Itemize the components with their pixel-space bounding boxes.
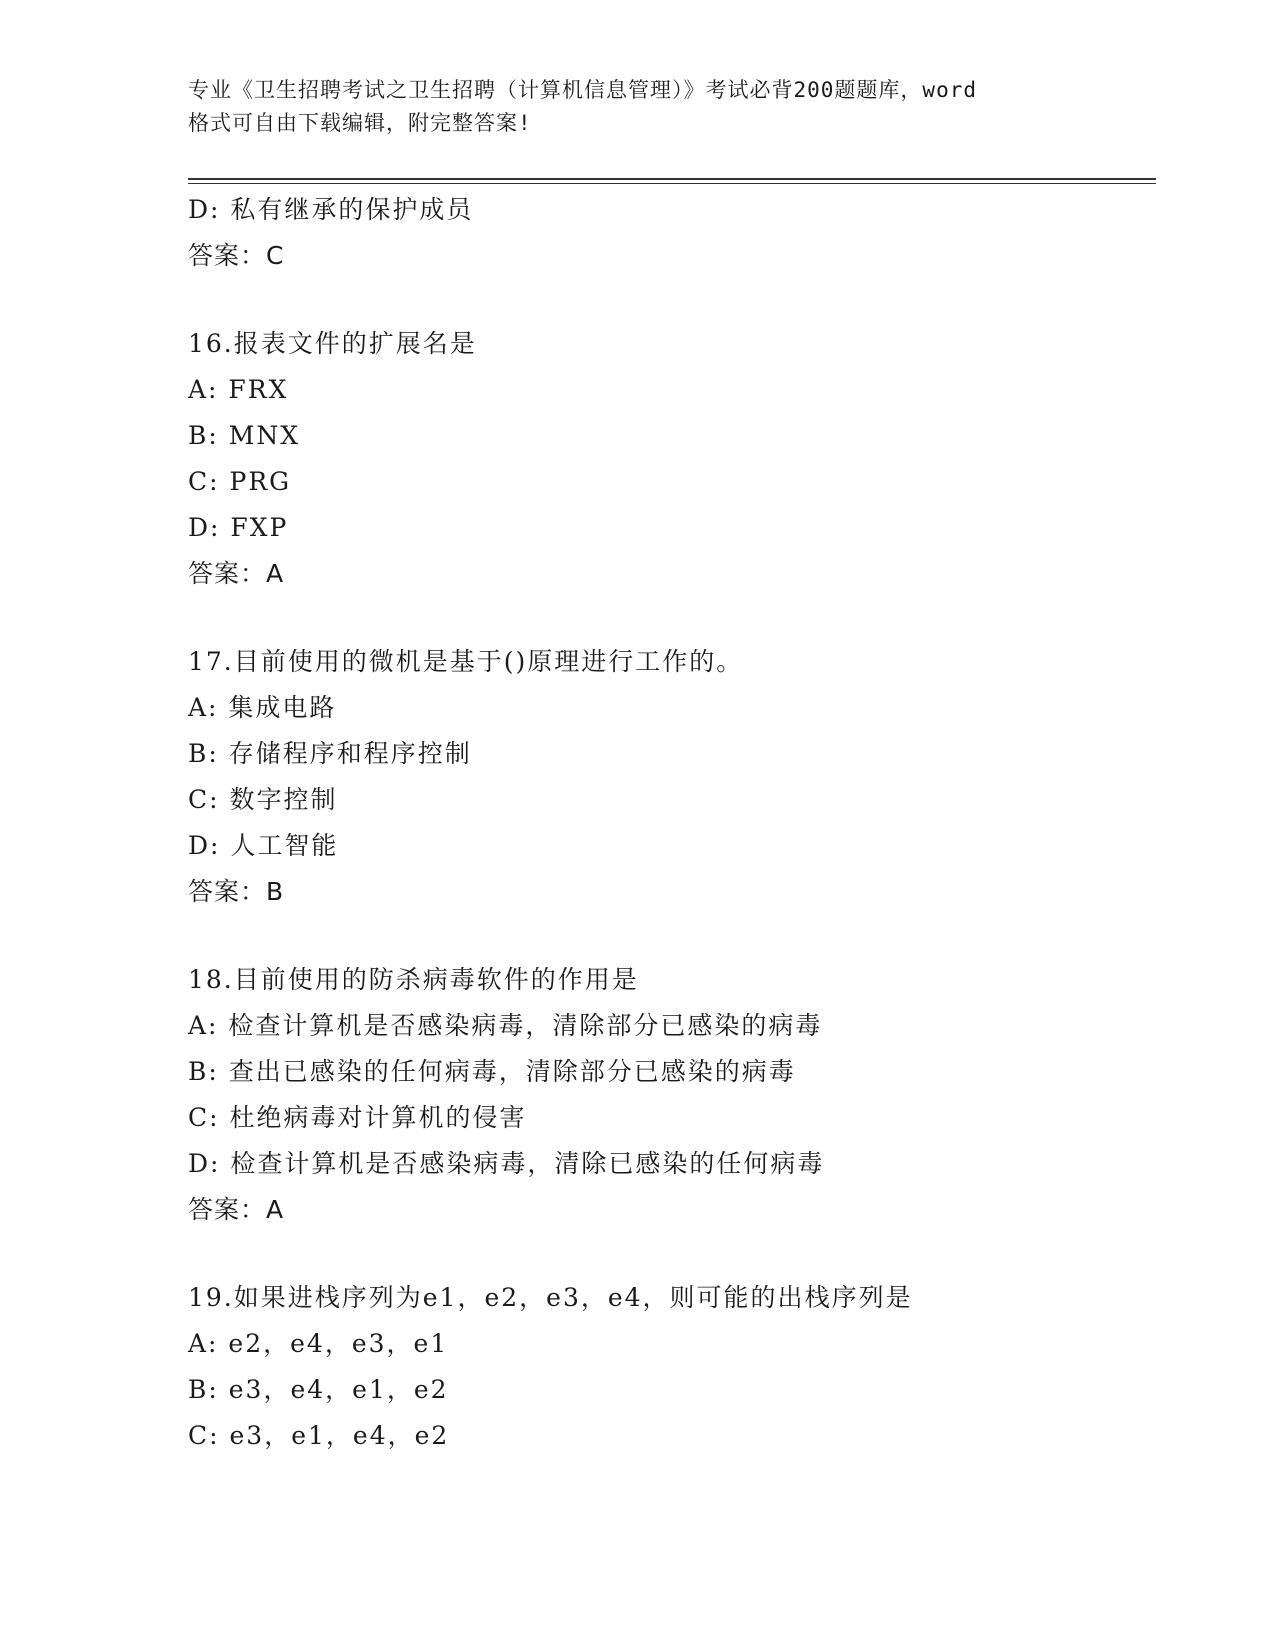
question-block-15	[188, 187, 1156, 279]
option-b: B: e3，e4，e1，e2	[188, 1375, 449, 1404]
question-title: 16.报表文件的扩展名是	[188, 329, 477, 358]
header-divider-thick	[188, 178, 1156, 180]
option-b: B: MNX	[188, 421, 301, 450]
answer-line: 答案：A	[188, 559, 285, 588]
question-list	[188, 187, 1156, 1459]
option-b: B: 存储程序和程序控制	[188, 739, 472, 768]
question-block-17	[188, 639, 1156, 915]
option-d: D: 检查计算机是否感染病毒，清除已感染的任何病毒	[188, 1149, 825, 1178]
option-a: A: FRX	[188, 375, 289, 404]
answer-line: 答案：A	[188, 1195, 285, 1224]
option-a: A: 集成电路	[188, 693, 337, 722]
option-d: D: 人工智能	[188, 831, 339, 860]
option-c: C: e3，e1，e4，e2	[188, 1421, 450, 1450]
document-header	[188, 74, 1088, 140]
question-block-16	[188, 321, 1156, 597]
answer-line: 答案：C	[188, 241, 285, 270]
question-block-18	[188, 957, 1156, 1233]
question-block-19	[188, 1275, 1156, 1459]
option-c: C: PRG	[188, 467, 292, 496]
option-d: D: FXP	[188, 513, 289, 542]
question-title: 18.目前使用的防杀病毒软件的作用是	[188, 965, 639, 994]
question-title: 17.目前使用的微机是基于()原理进行工作的。	[188, 647, 744, 676]
option-c: C: 数字控制	[188, 785, 338, 814]
option-b: B: 查出已感染的任何病毒，清除部分已感染的病毒	[188, 1057, 796, 1086]
option-c: C: 杜绝病毒对计算机的侵害	[188, 1103, 527, 1132]
header-line-2: 格式可自由下载编辑，附完整答案!	[188, 111, 532, 135]
answer-line: 答案：B	[188, 877, 285, 906]
option-a: A: e2，e4，e3，e1	[188, 1329, 449, 1358]
header-line-1: 专业《卫生招聘考试之卫生招聘（计算机信息管理）》考试必背200题题库，word	[188, 78, 977, 102]
option-a: A: 检查计算机是否感染病毒，清除部分已感染的病毒	[188, 1011, 823, 1040]
option-d: D: 私有继承的保护成员	[188, 195, 474, 224]
question-title: 19.如果进栈序列为e1，e2，e3，e4，则可能的出栈序列是	[188, 1283, 913, 1312]
header-divider-thin	[188, 183, 1156, 184]
